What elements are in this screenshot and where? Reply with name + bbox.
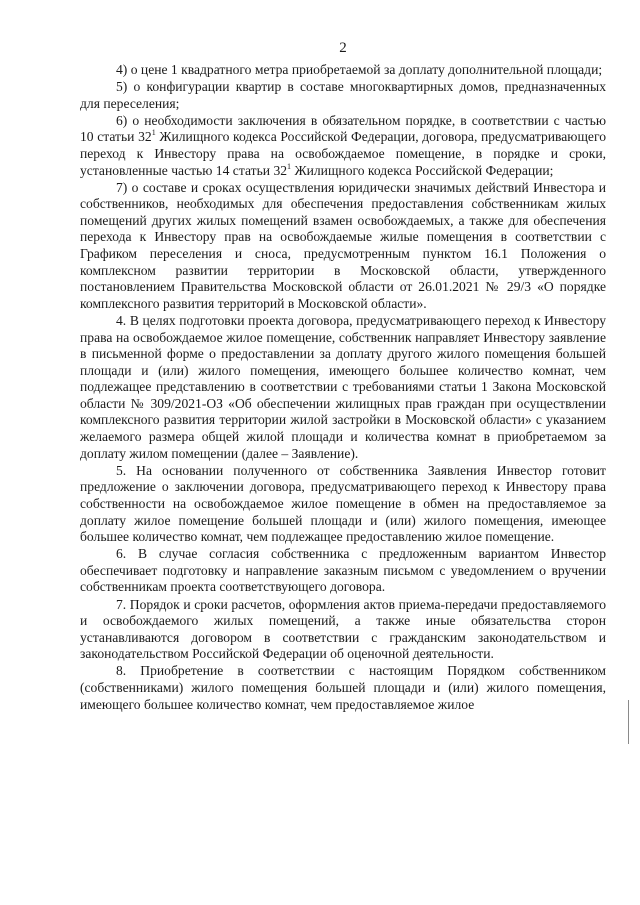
document-body (80, 62, 606, 714)
superscript: 1 (287, 161, 292, 171)
paragraph (80, 62, 606, 79)
paragraph-text: 7. Порядок и сроки расчетов, оформления актов приема-передачи предоставляемого и освобождаемого жилых помещений, а также иные обязательства сторон устанавливаются договором в соответствии с гражданским законодательством и законодательством Российской Федерации об оценочной деятельности. (80, 596, 606, 662)
paragraph (80, 463, 606, 546)
paragraph-text: 5. На основании полученного от собственника Заявления Инвестор готовит предложение о заключении договора, предусматривающего переход к Инвестору права собственности на освобождаемое жилое помещение в обмен на предоставляемое за доплату жилое помещение большей площади и (или) жилого помещения, имеющее большее количество комнат, чем подлежащее предоставлению жилое помещение. (80, 462, 606, 545)
paragraph-text: 7) о составе и сроках осуществления юридически значимых действий Инвестора и собственников, необходимых для обеспечения предоставления собственникам жилых помещений других жилых помещений взамен освобождаемых, а также для обеспечения перехода к Инвестору прав на освобождаемые жилые помещения в соответствии с Графиком переселения и сноса, предусмотренным пунктом 16.1 Положения о комплексном развитии территории в Московской области, утвержденного постановлением Правительства Московской области от 26.01.2021 № 29/3 «О порядке комплексного развития территорий в Московской области». (80, 179, 606, 311)
paragraph (80, 180, 606, 313)
paragraph (80, 313, 606, 462)
paragraph (80, 597, 606, 663)
paragraph-text: 6. В случае согласия собственника с предложенным вариантом Инвестор обеспечивает подготовку и направление заказным письмом с уведомлением о вручении собственникам проекта соответствующего договора. (80, 546, 606, 595)
paragraph (80, 113, 606, 179)
paragraph-text: 6) о необходимости заключения в обязательном порядке, в соответствии с частью 10 статьи 32 (80, 112, 606, 145)
paragraph (80, 546, 606, 596)
paragraph-text: Жилищного кодекса Российской Федерации; (291, 162, 554, 178)
paragraph (80, 79, 606, 112)
page-number: 2 (339, 40, 347, 56)
paragraph-text: 4) о цене 1 квадратного метра приобретаемой за доплату дополнительной площади; (116, 62, 603, 77)
paragraph (80, 663, 606, 713)
paragraph-text: 8. Приобретение в соответствии с настоящим Порядком собственником (собственниками) жилого помещения большей площади и (или) жилого помещения, имеющего большее количество комнат, чем предоставляемое жилое (80, 663, 606, 712)
paragraph-text: 5) о конфигурации квартир в составе многоквартирных домов, предназначенных для переселения; (80, 79, 606, 111)
paragraph-text: 4. В целях подготовки проекта договора, предусматривающего переход к Инвестору права на освобождаемое жилое помещение, собственник направляет Инвестору заявление в письменной форме о предоставлении за доплату другого жилого помещения большей площади и (или) жилого помещения, имеющего большее количество комнат, чем подлежащее представлению в соответствии с требованиями статьи 1 Закона Московской области № 309/2021-ОЗ «Об обеспечении жилищных прав граждан при осуществлении комплексного развития территории жилой застройки в Московской области» с указанием желаемого размера общей жилой площади и количества комнат в приобретаемом за доплату жилом помещении (далее – Заявление). (80, 312, 606, 461)
margin-line (628, 700, 629, 744)
superscript: 1 (151, 128, 156, 138)
paragraph-text: Жилищного кодекса Российской Федерации, договора, предусматривающего переход к Инвестору права на освобождаемое помещение, в порядке и сроки, установленные частью 14 статьи 32 (80, 129, 606, 178)
